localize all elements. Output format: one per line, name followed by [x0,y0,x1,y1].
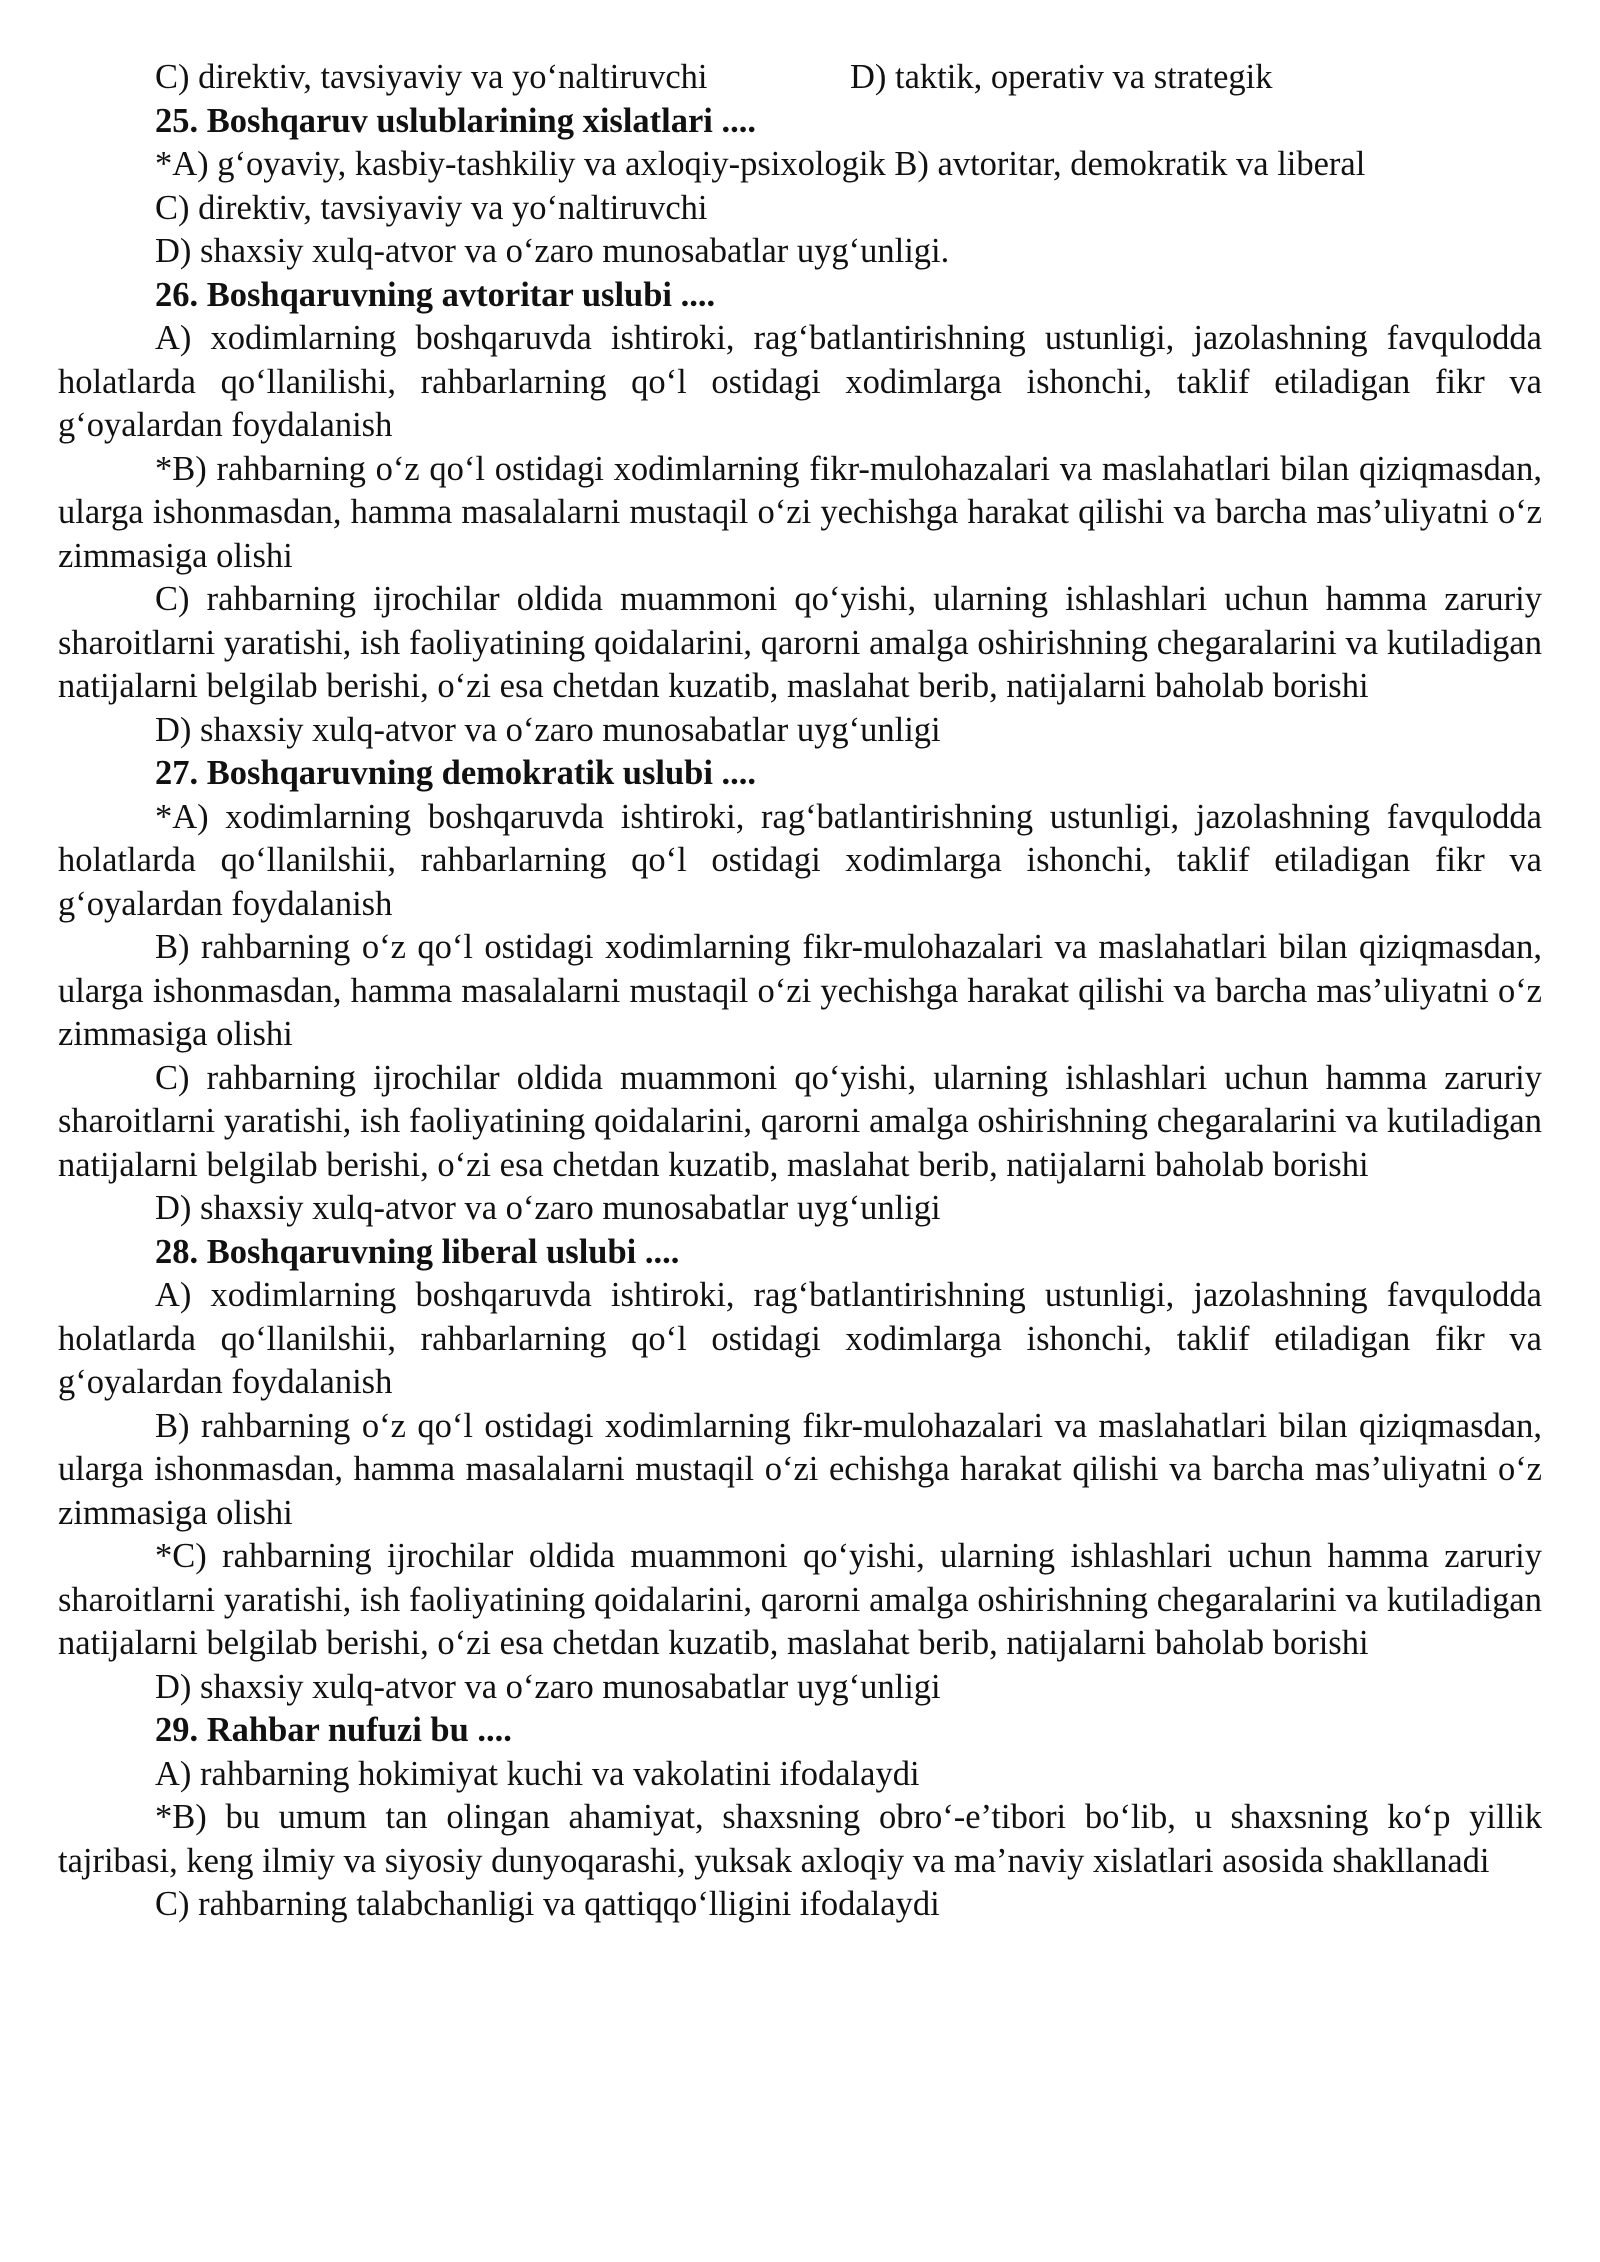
option-c: C) direktiv, tavsiyaviy va yo‘naltiruvchi [155,58,708,96]
question-28 [58,1231,1542,1710]
option-a: A) xodimlarning boshqaruvda ishtiroki, rag‘batlantirishning ustunligi, jazolashning favqulodda holatlarda qo‘llanilshii, rahbarlarning qo‘l ostidagi xodimlarga ishonchi, taklif etiladigan fikr va g‘oyalardan foydalanish [58,1276,1542,1401]
top-options-row [58,56,1542,100]
option-b: *B) rahbarning o‘z qo‘l ostidagi xodimlarning fikr-mulohazalari va maslahatlari bilan qiziqmasdan, ularga ishonmasdan, hamma masalalarni mustaqil o‘zi yechishga harakat qilishi va barcha mas’uliyatni o‘z zimmasiga olishi [58,449,1542,575]
question-title: 25. Boshqaruv uslublarining xislatlari .... [155,101,757,140]
question-29 [58,1709,1542,1927]
question-25 [58,100,1542,274]
option-c: C) rahbarning talabchanligi va qattiqqo‘lligini ifodalaydi [155,1885,940,1923]
option-b: B) rahbarning o‘z qo‘l ostidagi xodimlarning fikr-mulohazalari va maslahatlari bilan qiziqmasdan, ularga ishonmasdan, hamma masalalarni mustaqil o‘zi yechishga harakat qilishi va barcha mas’uliyatni o‘z zimmasiga olishi [58,928,1542,1053]
option-c: C) rahbarning ijrochilar oldida muammoni qo‘yishi, ularning ishlashlari uchun hamma zaruriy sharoitlarni yaratishi, ish faoliyatining qoidalarini, qarorni amalga oshirishning chegaralarini va kutiladigan natijalarni belgilab berishi, o‘zi esa chetdan kuzatib, maslahat berib, natijalarni baholab borishi [58,580,1542,705]
option-a: A) rahbarning hokimiyat kuchi va vakolatini ifodalaydi [155,1754,920,1793]
option-c: C) rahbarning ijrochilar oldida muammoni qo‘yishi, ularning ishlashlari uchun hamma zaruriy sharoitlarni yaratishi, ish faoliyatining qoidalarini, qarorni amalga oshirishning chegaralarini va kutiladigan natijalarni belgilab berishi, o‘zi esa chetdan kuzatib, maslahat berib, natijalarni baholab borishi [58,1058,1542,1184]
option-d: D) shaxsiy xulq-atvor va o‘zaro munosabatlar uyg‘unligi [155,1667,941,1706]
question-title: 27. Boshqaruvning demokratik uslubi .... [155,754,757,792]
option-a-b: *A) g‘oyaviy, kasbiy-tashkiliy va axloqiy-psixologik B) avtoritar, demokratik va liberal [155,145,1366,183]
option-d: D) shaxsiy xulq-atvor va o‘zaro munosabatlar uyg‘unligi [155,710,941,749]
question-27 [58,752,1542,1231]
option-a: A) xodimlarning boshqaruvda ishtiroki, rag‘batlantirishning ustunligi, jazolashning favqulodda holatlarda qo‘llanilishi, rahbarlarning qo‘l ostidagi xodimlarga ishonchi, taklif etiladigan fikr va g‘oyalardan foydalanish [58,319,1542,444]
option-b: B) rahbarning o‘z qo‘l ostidagi xodimlarning fikr-mulohazalari va maslahatlari bilan qiziqmasdan, ularga ishonmasdan, hamma masalalarni mustaqil o‘zi echishga harakat qilishi va barcha mas’uliyatni o‘z zimmasiga olishi [58,1406,1542,1532]
question-title: 26. Boshqaruvning avtoritar uslubi .... [155,275,716,314]
option-d: D) shaxsiy xulq-atvor va o‘zaro munosabatlar uyg‘unligi [155,1189,941,1227]
question-title: 29. Rahbar nufuzi bu .... [155,1711,512,1749]
option-d: D) taktik, operativ va strategik [850,58,1273,96]
option-c: *C) rahbarning ijrochilar oldida muammoni qo‘yishi, ularning ishlashlari uchun hamma zaruriy sharoitlarni yaratishi, ish faoliyatining qoidalarini, qarorni amalga oshirishning chegaralarini va kutiladigan natijalarni belgilab berishi, o‘zi esa chetdan kuzatib, maslahat berib, natijalarni baholab borishi [58,1537,1542,1662]
question-26 [58,274,1542,753]
question-title: 28. Boshqaruvning liberal uslubi .... [155,1232,680,1271]
option-d: D) shaxsiy xulq-atvor va o‘zaro munosabatlar uyg‘unligi. [155,232,950,270]
option-b: *B) bu umum tan olingan ahamiyat, shaxsning obro‘-e’tibori bo‘lib, u shaxsning ko‘p yillik tajribasi, keng ilmiy va siyosiy dunyoqarashi, yuksak axloqiy va ma’naviy xislatlari asosida shakllanadi [58,1798,1542,1880]
option-c: C) direktiv, tavsiyaviy va yo‘naltiruvchi [155,188,708,227]
option-a: *A) xodimlarning boshqaruvda ishtiroki, rag‘batlantirishning ustunligi, jazolashning favqulodda holatlarda qo‘llanilshii, rahbarlarning qo‘l ostidagi xodimlarga ishonchi, taklif etiladigan fikr va g‘oyalardan foydalanish [58,797,1542,923]
